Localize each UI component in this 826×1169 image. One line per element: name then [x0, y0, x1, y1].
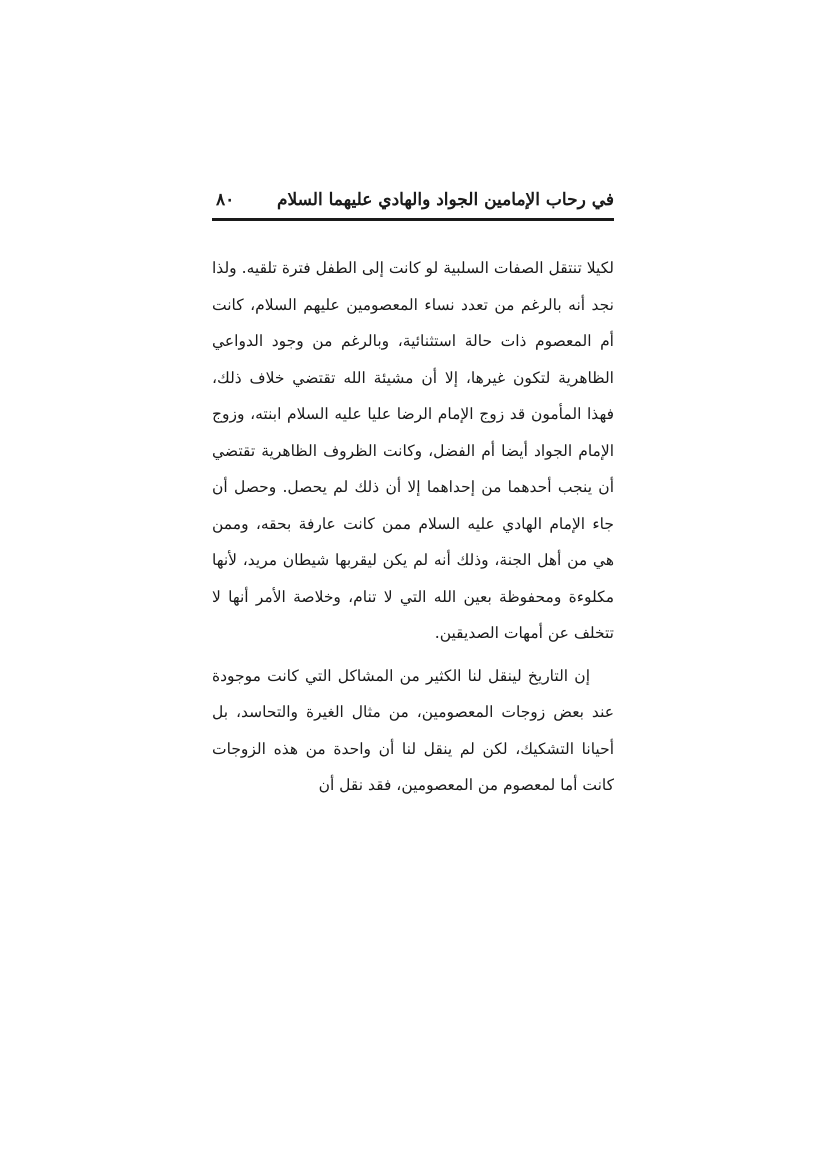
page-number: ٨٠: [216, 190, 235, 210]
body-text: [212, 250, 614, 804]
paragraph-2: إن التاريخ لينقل لنا الكثير من المشاكل التي كانت موجودة عند بعض زوجات المعصومين، من مثال الغيرة والتحاسد، بل أحيانا التشكيك، لكن لم ينقل لنا أن واحدة من هذه الزوجات كانت أما لمعصوم من المعصومين، فقد نقل أن: [212, 666, 614, 794]
header-title: في رحاب الإمامين الجواد والهادي عليهما السلام: [276, 190, 614, 210]
running-header: [212, 190, 614, 220]
paragraph-1: لكيلا تنتقل الصفات السلبية لو كانت إلى الطفل فترة تلقيه. ولذا نجد أنه بالرغم من تعدد نساء المعصومين عليهم السلام، كانت أم المعصوم ذات حالة استثنائية، وبالرغم من وجود الدواعي الظاهرية لتكون غيرها، إلا أن مشيئة الله تقتضي خلاف ذلك، فهذا المأمون قد زوج الإمام الرضا عليا عليه السلام ابنته، وزوج الإمام الجواد أيضا أم الفضل، وكانت الظروف الظاهرية تقتضي أن ينجب أحدهما من إحداهما إلا أن ذلك لم يحصل. وحصل أن جاء الإمام الهادي عليه السلام ممن كانت عارفة بحقه، وممن هي من أهل الجنة، وذلك أنه لم يكن ليقربها شيطان مريد، لأنها مكلوءة ومحفوظة بعين الله التي لا تنام، وخلاصة الأمر أنها لا تتخلف عن أمهات الصديقين.: [212, 259, 614, 642]
header-divider: [212, 218, 614, 221]
